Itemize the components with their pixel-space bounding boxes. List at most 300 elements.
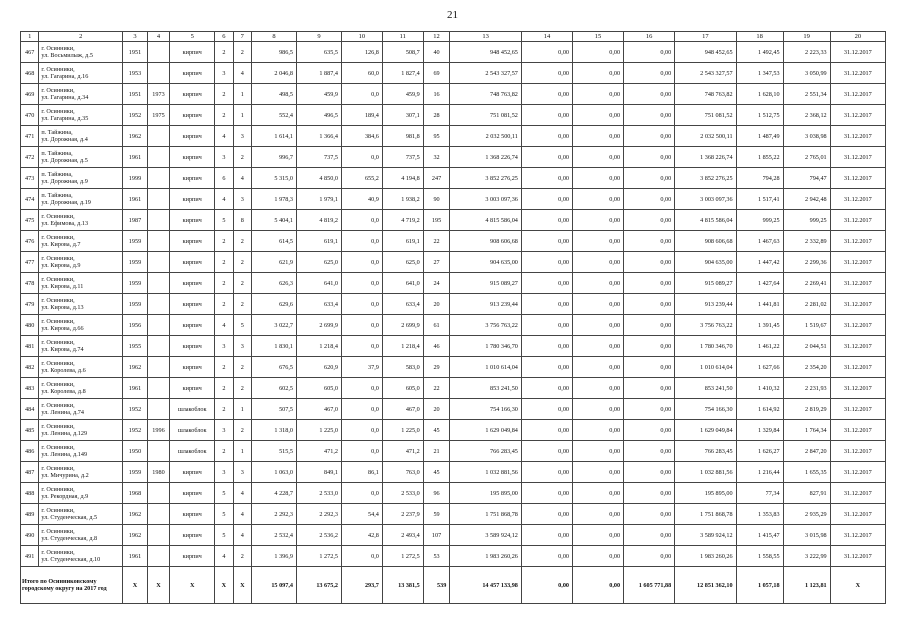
- header-cell: 2: [39, 32, 123, 42]
- data-cell: 1961: [123, 189, 148, 210]
- data-cell: 4 719,2: [382, 210, 423, 231]
- data-cell: 4: [233, 168, 251, 189]
- data-cell: 1 751 868,78: [450, 504, 522, 525]
- table-row: [21, 126, 886, 147]
- data-cell: 467,0: [296, 399, 341, 420]
- data-cell: 0,0: [341, 546, 382, 567]
- data-cell: 24: [423, 273, 450, 294]
- data-cell: 0,0: [341, 294, 382, 315]
- data-cell: 4 228,7: [252, 483, 297, 504]
- data-cell: 641,0: [296, 273, 341, 294]
- data-cell: 2: [215, 378, 233, 399]
- data-cell: 4 815 586,04: [675, 210, 736, 231]
- data-cell: кирпич: [170, 189, 215, 210]
- data-cell: 2: [215, 42, 233, 63]
- data-cell: 0,0: [341, 420, 382, 441]
- data-cell: 1 628,10: [736, 84, 783, 105]
- data-cell: 754 166,30: [675, 399, 736, 420]
- data-cell: 0,00: [573, 168, 624, 189]
- total-row: [21, 567, 886, 604]
- data-cell: 1 487,49: [736, 126, 783, 147]
- data-cell: 2 032 500,11: [450, 126, 522, 147]
- data-cell: 620,9: [296, 357, 341, 378]
- data-cell: 996,7: [252, 147, 297, 168]
- row-number-cell: 488: [21, 483, 39, 504]
- table-row: [21, 546, 886, 567]
- data-cell: 3: [215, 63, 233, 84]
- total-cell: X: [830, 567, 885, 604]
- data-cell: 0,0: [341, 252, 382, 273]
- data-cell: 2 231,93: [783, 378, 830, 399]
- data-cell: 754 166,30: [450, 399, 522, 420]
- data-cell: 1 983 260,26: [450, 546, 522, 567]
- data-cell: 1980: [147, 462, 169, 483]
- data-cell: 1 427,64: [736, 273, 783, 294]
- data-cell: 0,00: [573, 63, 624, 84]
- row-number-cell: 473: [21, 168, 39, 189]
- data-cell: 515,5: [252, 441, 297, 462]
- data-cell: [147, 294, 169, 315]
- data-cell: 1956: [123, 315, 148, 336]
- address-cell: [39, 63, 123, 84]
- data-cell: шлакоблок: [170, 399, 215, 420]
- data-cell: 27: [423, 252, 450, 273]
- data-cell: 31.12.2017: [830, 483, 885, 504]
- data-cell: 614,5: [252, 231, 297, 252]
- data-cell: 0,00: [624, 357, 675, 378]
- table-row: [21, 168, 886, 189]
- address-city: г. Осинники,: [41, 444, 75, 451]
- data-cell: 0,00: [624, 231, 675, 252]
- table-row: [21, 357, 886, 378]
- data-cell: 0,00: [521, 462, 572, 483]
- data-cell: 31.12.2017: [830, 441, 885, 462]
- table-row: [21, 63, 886, 84]
- data-cell: 1 887,4: [296, 63, 341, 84]
- address-cell: [39, 420, 123, 441]
- data-cell: 1 272,5: [382, 546, 423, 567]
- data-cell: 915 089,27: [675, 273, 736, 294]
- data-cell: 31.12.2017: [830, 84, 885, 105]
- data-cell: 5: [215, 483, 233, 504]
- data-cell: 0,0: [341, 483, 382, 504]
- data-cell: 3 022,7: [252, 315, 297, 336]
- data-cell: 0,00: [521, 252, 572, 273]
- data-cell: 2: [233, 420, 251, 441]
- data-cell: 1951: [123, 84, 148, 105]
- data-cell: 853 241,50: [450, 378, 522, 399]
- data-cell: [147, 147, 169, 168]
- data-cell: 2 533,0: [296, 483, 341, 504]
- address-cell: [39, 483, 123, 504]
- address-cell: [39, 441, 123, 462]
- data-cell: кирпич: [170, 525, 215, 546]
- address-city: г. Осинники,: [41, 465, 75, 472]
- data-cell: 4: [233, 504, 251, 525]
- data-cell: кирпич: [170, 252, 215, 273]
- data-cell: 1 225,0: [296, 420, 341, 441]
- data-cell: [147, 399, 169, 420]
- row-number-cell: 484: [21, 399, 39, 420]
- table-row: [21, 42, 886, 63]
- data-cell: кирпич: [170, 231, 215, 252]
- data-cell: 552,4: [252, 105, 297, 126]
- header-cell: 17: [675, 32, 736, 42]
- table-row: [21, 252, 886, 273]
- data-cell: 467,0: [382, 399, 423, 420]
- data-cell: 3 589 924,12: [675, 525, 736, 546]
- data-cell: 1: [233, 441, 251, 462]
- data-cell: 4: [215, 126, 233, 147]
- address-cell: [39, 84, 123, 105]
- data-cell: 904 635,00: [675, 252, 736, 273]
- data-cell: [147, 357, 169, 378]
- data-cell: 0,00: [573, 84, 624, 105]
- data-cell: 827,91: [783, 483, 830, 504]
- total-cell: X: [233, 567, 251, 604]
- data-cell: 3 756 763,22: [450, 315, 522, 336]
- data-cell: 1 391,45: [736, 315, 783, 336]
- data-cell: 1: [233, 84, 251, 105]
- data-cell: 1 492,45: [736, 42, 783, 63]
- data-cell: 1 329,84: [736, 420, 783, 441]
- data-cell: 61: [423, 315, 450, 336]
- data-cell: 0,00: [573, 336, 624, 357]
- data-cell: 0,00: [521, 84, 572, 105]
- data-cell: 5: [215, 525, 233, 546]
- data-cell: кирпич: [170, 273, 215, 294]
- data-cell: 40: [423, 42, 450, 63]
- data-cell: 0,00: [624, 147, 675, 168]
- data-cell: 0,00: [573, 189, 624, 210]
- header-cell: 18: [736, 32, 783, 42]
- address-street: ул. Кирова, д.74: [41, 346, 84, 353]
- data-cell: 3 050,99: [783, 63, 830, 84]
- data-cell: 0,00: [573, 441, 624, 462]
- data-cell: 2 269,41: [783, 273, 830, 294]
- data-cell: 2 532,4: [252, 525, 297, 546]
- row-number-cell: 477: [21, 252, 39, 273]
- table-row: [21, 294, 886, 315]
- row-number-cell: 485: [21, 420, 39, 441]
- data-cell: [147, 336, 169, 357]
- data-cell: 5: [215, 504, 233, 525]
- data-cell: 31.12.2017: [830, 378, 885, 399]
- data-cell: 107: [423, 525, 450, 546]
- data-cell: 0,00: [624, 252, 675, 273]
- table-row: [21, 483, 886, 504]
- data-cell: 3: [233, 336, 251, 357]
- address-cell: [39, 252, 123, 273]
- data-cell: [147, 378, 169, 399]
- data-cell: кирпич: [170, 315, 215, 336]
- data-cell: кирпич: [170, 63, 215, 84]
- data-cell: 22: [423, 378, 450, 399]
- header-cell: 9: [296, 32, 341, 42]
- header-cell: 7: [233, 32, 251, 42]
- data-cell: кирпич: [170, 147, 215, 168]
- data-cell: 2 551,34: [783, 84, 830, 105]
- data-cell: 4 194,8: [382, 168, 423, 189]
- data-cell: 1: [233, 399, 251, 420]
- data-cell: 2 332,89: [783, 231, 830, 252]
- data-cell: 5 315,0: [252, 168, 297, 189]
- table-row: [21, 231, 886, 252]
- address-cell: [39, 210, 123, 231]
- data-cell: 3: [233, 126, 251, 147]
- data-cell: шлакоблок: [170, 420, 215, 441]
- data-cell: 1 366,4: [296, 126, 341, 147]
- address-city: г. Осинники,: [41, 360, 75, 367]
- data-cell: 3: [215, 336, 233, 357]
- data-cell: 2: [233, 273, 251, 294]
- data-cell: 59: [423, 504, 450, 525]
- data-cell: 633,4: [382, 294, 423, 315]
- data-cell: 751 081,52: [675, 105, 736, 126]
- address-cell: [39, 336, 123, 357]
- data-cell: 2: [233, 546, 251, 567]
- data-cell: 53: [423, 546, 450, 567]
- data-cell: 2 354,20: [783, 357, 830, 378]
- address-street: ул. Кирова, д.11: [41, 283, 84, 290]
- data-cell: [147, 441, 169, 462]
- table-row: [21, 336, 886, 357]
- data-cell: 0,00: [624, 63, 675, 84]
- address-cell: [39, 399, 123, 420]
- data-cell: 0,00: [624, 525, 675, 546]
- data-cell: 0,00: [624, 105, 675, 126]
- data-cell: [147, 504, 169, 525]
- data-cell: 1 218,4: [382, 336, 423, 357]
- address-cell: [39, 231, 123, 252]
- header-cell: 11: [382, 32, 423, 42]
- data-cell: 3 852 276,25: [450, 168, 522, 189]
- data-cell: 0,00: [521, 420, 572, 441]
- data-cell: [147, 252, 169, 273]
- data-cell: 0,00: [573, 399, 624, 420]
- data-cell: 948 452,65: [450, 42, 522, 63]
- data-cell: 0,0: [341, 147, 382, 168]
- data-cell: кирпич: [170, 378, 215, 399]
- data-cell: 1 225,0: [382, 420, 423, 441]
- data-cell: 2 699,9: [382, 315, 423, 336]
- data-cell: 766 283,45: [450, 441, 522, 462]
- data-cell: 31.12.2017: [830, 399, 885, 420]
- data-cell: 2: [233, 378, 251, 399]
- address-city: г. Осинники,: [41, 339, 75, 346]
- data-cell: 498,5: [252, 84, 297, 105]
- data-cell: 3: [215, 462, 233, 483]
- data-cell: 605,0: [382, 378, 423, 399]
- data-cell: 3 015,98: [783, 525, 830, 546]
- row-number-cell: 468: [21, 63, 39, 84]
- address-city: п. Тайжина,: [41, 150, 73, 157]
- data-cell: 195: [423, 210, 450, 231]
- data-cell: 0,00: [624, 504, 675, 525]
- data-cell: 0,00: [521, 483, 572, 504]
- row-number-cell: 475: [21, 210, 39, 231]
- data-cell: 1 010 614,04: [450, 357, 522, 378]
- data-cell: [147, 546, 169, 567]
- data-cell: 602,5: [252, 378, 297, 399]
- data-cell: 0,00: [521, 273, 572, 294]
- data-cell: 1 751 868,78: [675, 504, 736, 525]
- data-cell: 1 396,9: [252, 546, 297, 567]
- table-row: [21, 189, 886, 210]
- data-cell: 0,00: [573, 315, 624, 336]
- data-cell: 1 627,66: [736, 357, 783, 378]
- address-street: ул. Дорожная, д.19: [41, 199, 91, 206]
- data-cell: 0,00: [573, 42, 624, 63]
- address-city: г. Осинники,: [41, 66, 75, 73]
- data-cell: 2 536,2: [296, 525, 341, 546]
- data-cell: 86,1: [341, 462, 382, 483]
- data-cell: 31.12.2017: [830, 273, 885, 294]
- data-cell: 981,8: [382, 126, 423, 147]
- data-cell: 625,0: [382, 252, 423, 273]
- total-cell: 12 851 362,10: [675, 567, 736, 604]
- address-cell: [39, 168, 123, 189]
- data-cell: 1 780 346,70: [450, 336, 522, 357]
- header-cell: 16: [624, 32, 675, 42]
- data-cell: 0,00: [624, 210, 675, 231]
- data-cell: 1975: [147, 105, 169, 126]
- data-cell: 2: [233, 294, 251, 315]
- data-cell: 45: [423, 420, 450, 441]
- table-row: [21, 147, 886, 168]
- data-cell: 633,4: [296, 294, 341, 315]
- data-cell: 1959: [123, 252, 148, 273]
- row-number-cell: 470: [21, 105, 39, 126]
- data-cell: 1 441,81: [736, 294, 783, 315]
- data-cell: 0,0: [341, 399, 382, 420]
- data-cell: 471,2: [382, 441, 423, 462]
- total-cell: 14 457 133,98: [450, 567, 522, 604]
- data-cell: [147, 315, 169, 336]
- data-cell: 1 629 049,84: [675, 420, 736, 441]
- total-cell: 13 381,5: [382, 567, 423, 604]
- data-cell: 0,00: [624, 399, 675, 420]
- data-cell: 459,9: [382, 84, 423, 105]
- table-row: [21, 399, 886, 420]
- data-cell: 2: [215, 273, 233, 294]
- data-cell: 0,0: [341, 441, 382, 462]
- data-cell: 1987: [123, 210, 148, 231]
- data-cell: 31.12.2017: [830, 462, 885, 483]
- data-cell: 508,7: [382, 42, 423, 63]
- address-cell: [39, 294, 123, 315]
- data-cell: 0,00: [573, 252, 624, 273]
- table-row: [21, 420, 886, 441]
- data-cell: 0,00: [521, 147, 572, 168]
- data-cell: 0,00: [521, 546, 572, 567]
- data-cell: 0,00: [521, 126, 572, 147]
- data-cell: 629,6: [252, 294, 297, 315]
- header-cell: 15: [573, 32, 624, 42]
- data-cell: 2 533,0: [382, 483, 423, 504]
- data-cell: 31.12.2017: [830, 315, 885, 336]
- address-city: г. Осинники,: [41, 45, 75, 52]
- data-cell: 0,00: [521, 63, 572, 84]
- total-cell: X: [147, 567, 169, 604]
- data-cell: 1 780 346,70: [675, 336, 736, 357]
- data-cell: 2 935,29: [783, 504, 830, 525]
- data-cell: 605,0: [296, 378, 341, 399]
- address-street: ул. Королева, д.6: [41, 367, 86, 374]
- data-cell: 619,1: [296, 231, 341, 252]
- data-cell: 28: [423, 105, 450, 126]
- row-number-cell: 483: [21, 378, 39, 399]
- data-cell: 31.12.2017: [830, 42, 885, 63]
- data-cell: 5 404,1: [252, 210, 297, 231]
- data-cell: 0,0: [341, 231, 382, 252]
- data-cell: 635,5: [296, 42, 341, 63]
- data-cell: 0,00: [521, 525, 572, 546]
- total-cell: 539: [423, 567, 450, 604]
- data-cell: 0,00: [624, 546, 675, 567]
- address-city: г. Осинники,: [41, 402, 75, 409]
- data-cell: 2: [233, 42, 251, 63]
- total-cell: 13 675,2: [296, 567, 341, 604]
- header-cell: 3: [123, 32, 148, 42]
- data-cell: 1961: [123, 546, 148, 567]
- address-city: г. Осинники,: [41, 213, 75, 220]
- data-cell: [147, 126, 169, 147]
- data-cell: 2: [215, 231, 233, 252]
- total-cell: 1 605 771,88: [624, 567, 675, 604]
- data-cell: 4: [215, 546, 233, 567]
- row-number-cell: 479: [21, 294, 39, 315]
- data-cell: шлакоблок: [170, 441, 215, 462]
- data-cell: 0,00: [624, 294, 675, 315]
- data-cell: 1999: [123, 168, 148, 189]
- table-row: [21, 315, 886, 336]
- data-cell: [147, 189, 169, 210]
- data-cell: 1 614,1: [252, 126, 297, 147]
- header-cell: 4: [147, 32, 169, 42]
- row-number-cell: 491: [21, 546, 39, 567]
- data-cell: 1 353,83: [736, 504, 783, 525]
- data-cell: 1955: [123, 336, 148, 357]
- data-cell: 2 847,20: [783, 441, 830, 462]
- table-row: [21, 105, 886, 126]
- address-cell: [39, 504, 123, 525]
- table-row: [21, 378, 886, 399]
- data-cell: 195 895,00: [450, 483, 522, 504]
- data-cell: 2 699,9: [296, 315, 341, 336]
- data-cell: [147, 231, 169, 252]
- data-cell: 1 614,92: [736, 399, 783, 420]
- data-cell: 0,00: [521, 168, 572, 189]
- data-cell: 46: [423, 336, 450, 357]
- data-cell: 948 452,65: [675, 42, 736, 63]
- data-cell: 986,5: [252, 42, 297, 63]
- data-cell: 2 368,12: [783, 105, 830, 126]
- data-cell: 1 629 049,84: [450, 420, 522, 441]
- data-cell: [147, 42, 169, 63]
- data-cell: 1952: [123, 420, 148, 441]
- header-cell: 10: [341, 32, 382, 42]
- address-cell: [39, 546, 123, 567]
- address-city: г. Осинники,: [41, 255, 75, 262]
- data-cell: 621,9: [252, 252, 297, 273]
- data-cell: 0,0: [341, 273, 382, 294]
- data-cell: 2 765,01: [783, 147, 830, 168]
- total-cell: 15 097,4: [252, 567, 297, 604]
- total-cell: 0,00: [521, 567, 572, 604]
- data-cell: 3: [215, 147, 233, 168]
- row-number-cell: 469: [21, 84, 39, 105]
